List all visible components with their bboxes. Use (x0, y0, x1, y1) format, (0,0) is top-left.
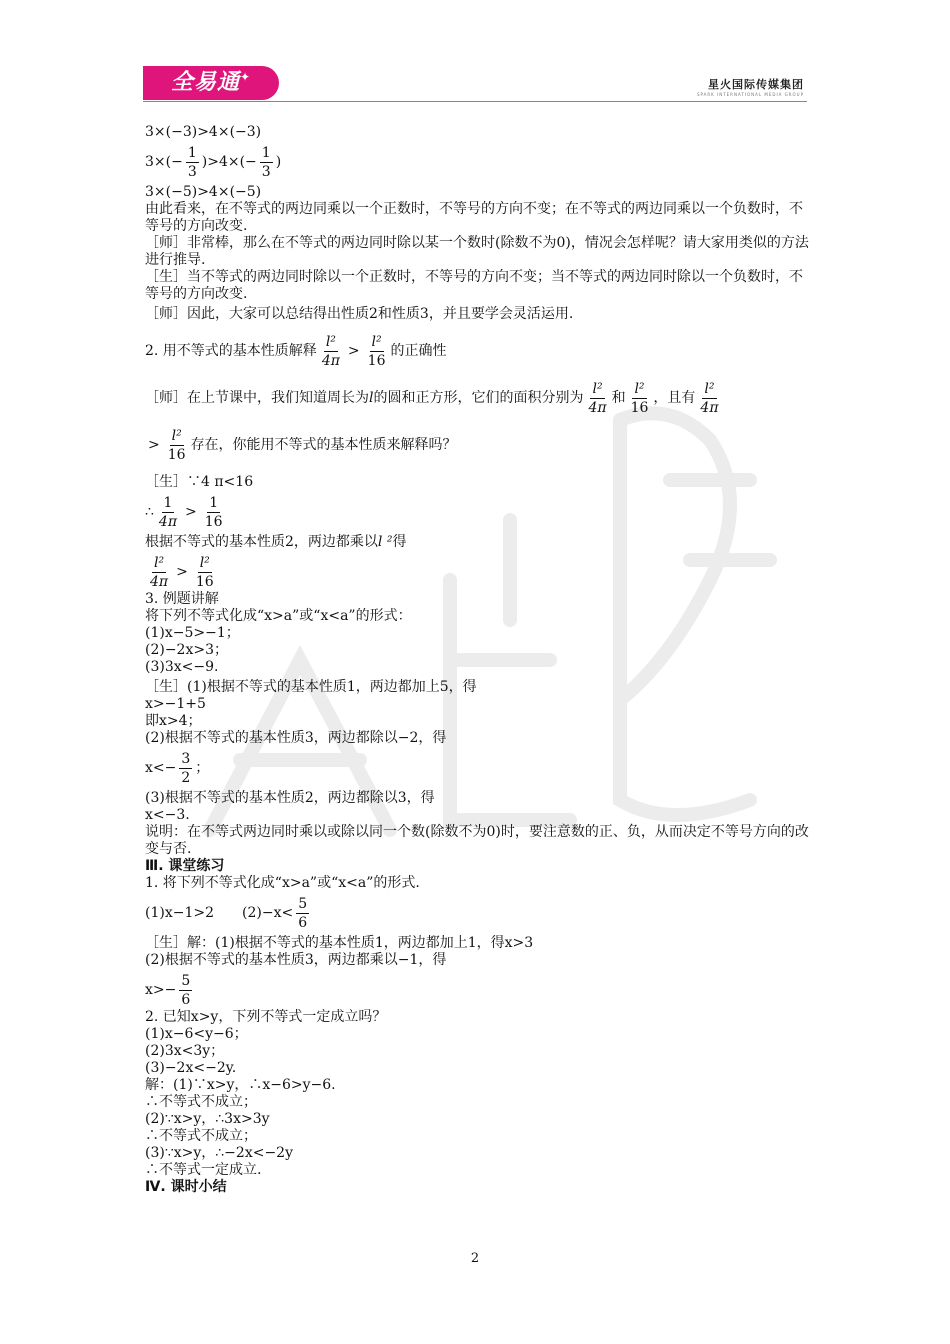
fraction: $\frac{3}{2}$ (181, 751, 191, 786)
text-line: ［生］(1)根据不等式的基本性质1，两边都加上5，得 (145, 679, 477, 695)
paragraph: 说明：在不等式两边同时乘以或除以同一个数(除数不为0)时，要注意数的正、负，从而决定不等号方向的改变与否. (145, 824, 809, 857)
text-line: ［生］∵4 π<16 (145, 474, 254, 490)
page-header (0, 0, 950, 110)
fraction: $\frac{1}{4\pi}$ (158, 495, 178, 530)
text-line: (2)−2x>3； (145, 642, 229, 658)
paragraph: ［生］当不等式的两边同时除以一个正数时，不等号的方向不变；当不等式的两边同时除以一个负数时，不等号的方向改变. (145, 269, 803, 302)
text-line: x>−1+5 (145, 696, 206, 712)
math-line: 3×(− $\frac{1}{3}$ )>4×(− $\frac{1}{3}$ ) (145, 145, 282, 180)
math-line: (1)x−1>2 (2)−x< $\frac{5}{6}$ (145, 896, 308, 931)
text-line: ∴不等式不成立； (145, 1094, 257, 1110)
math-line: ∴ $\frac{1}{4\pi}$ > $\frac{1}{16}$ (145, 495, 223, 530)
math-line: $\frac{\text{l²}}{4\pi}$ > $\frac{\text{l²}}{16}$ (150, 555, 214, 590)
fraction: $\frac{\text{l²}}{4\pi}$ (321, 334, 340, 369)
text-line: (2)3x<3y； (145, 1043, 225, 1059)
paragraph: > $\frac{\text{l²}}{16}$ 存在，你能用不等式的基本性质来解释吗？ (148, 428, 457, 463)
paragraph: ［师］在上节课中，我们知道周长为 l 的圆和正方形，它们的面积分别为 $\frac{\text{l²}}{4\pi}$ 和 $\frac{\text{l²}}{16}$ ，且有 $\frac{\text{l²}}{4\pi}$ (145, 381, 719, 416)
fraction: $\frac{1}{16}$ (204, 495, 223, 530)
header-rule (143, 101, 807, 102)
star-icon: ✦ (240, 70, 252, 84)
text-line: ［生］解：(1)根据不等式的基本性质1，两边都加上1，得x>3 (145, 935, 534, 951)
text-line: (3)∵x>y，∴−2x<−2y (145, 1145, 293, 1161)
text-line: x<−3. (145, 807, 190, 823)
fraction: $\frac{\text{l²}}{16}$ (630, 381, 649, 416)
text-line: (2)根据不等式的基本性质3，两边都除以−2，得 (145, 730, 447, 746)
text-line: (2)根据不等式的基本性质3，两边都乘以−1，得 (145, 952, 447, 968)
publisher-brand (697, 76, 804, 97)
section-heading: Ⅳ. 课时小结 (145, 1179, 227, 1195)
text-line: (1)x−6<y−6； (145, 1026, 248, 1042)
fraction: $\frac{\text{l²}}{16}$ (367, 334, 386, 369)
paragraph: ［师］非常棒，那么在不等式的两边同时除以某一个数时(除数不为0)，情况会怎样呢？请大家用类似的方法进行推导. (145, 235, 809, 268)
math-line: x>− $\frac{5}{6}$ (145, 973, 191, 1008)
text-line: 3×(−5)>4×(−5) (145, 184, 262, 200)
text-line: (3)3x<−9. (145, 659, 219, 675)
text-line: 即x>4； (145, 713, 202, 729)
paragraph: 由此看来，在不等式的两边同乘以一个正数时，不等号的方向不变；在不等式的两边同乘以一个负数时，不等号的方向改变. (145, 201, 803, 234)
publisher-name-en: SPARK INTERNATIONAL MEDIA GROUP (696, 92, 804, 97)
fraction: $\frac{5}{6}$ (298, 896, 308, 931)
fraction: $\frac{5}{6}$ (181, 973, 191, 1008)
document-body (145, 124, 810, 1196)
fraction: $\frac{\text{l²}}{4\pi}$ (588, 381, 607, 416)
text-line: (3)−2x<−2y. (145, 1060, 237, 1076)
fraction: $\frac{\text{l²}}{4\pi}$ (700, 381, 719, 416)
section-heading: Ⅲ. 课堂练习 (145, 858, 225, 874)
fraction: $\frac{1}{3}$ (187, 145, 197, 180)
text-line: 根据不等式的基本性质2，两边都乘以l ²得 (145, 534, 407, 550)
fraction: $\frac{1}{3}$ (261, 145, 271, 180)
section-heading: 3. 例题讲解 (145, 591, 219, 607)
publisher-name: 星火国际传媒集团 (708, 78, 804, 91)
text-line: (2)∵x>y，∴3x>3y (145, 1111, 270, 1127)
fraction: $\frac{\text{l²}}{16}$ (195, 555, 214, 590)
paragraph: ［师］因此，大家可以总结得出性质2和性质3，并且要学会灵活运用. (145, 306, 574, 322)
text-line: 1. 将下列不等式化成“x>a”或“x<a”的形式. (145, 875, 420, 891)
text-line: 解：(1)∵x>y，∴x−6>y−6. (145, 1077, 336, 1093)
logo-text: 全易通 (171, 70, 241, 95)
brand-logo (143, 66, 279, 100)
text-line: ∴不等式一定成立. (145, 1162, 262, 1178)
text-line: 将下列不等式化成“x>a”或“x<a”的形式： (145, 608, 412, 624)
fraction: $\frac{\text{l²}}{16}$ (167, 428, 186, 463)
fraction: $\frac{\text{l²}}{4\pi}$ (150, 555, 169, 590)
text-line: ∴不等式不成立； (145, 1128, 257, 1144)
text-line: 3×(−3)>4×(−3) (145, 124, 262, 140)
math-line: x<− $\frac{3}{2}$ ； (145, 751, 210, 786)
section-heading: 2. 用不等式的基本性质解释 $\frac{\text{l²}}{4\pi}$ > $\frac{\text{l²}}{16}$ 的正确性 (145, 334, 447, 369)
page-number: 2 (470, 1251, 480, 1266)
text-line: (3)根据不等式的基本性质2，两边都除以3，得 (145, 790, 435, 806)
text-line: 2. 已知x>y，下列不等式一定成立吗？ (145, 1009, 387, 1025)
text-line: (1)x−5>−1； (145, 625, 240, 641)
